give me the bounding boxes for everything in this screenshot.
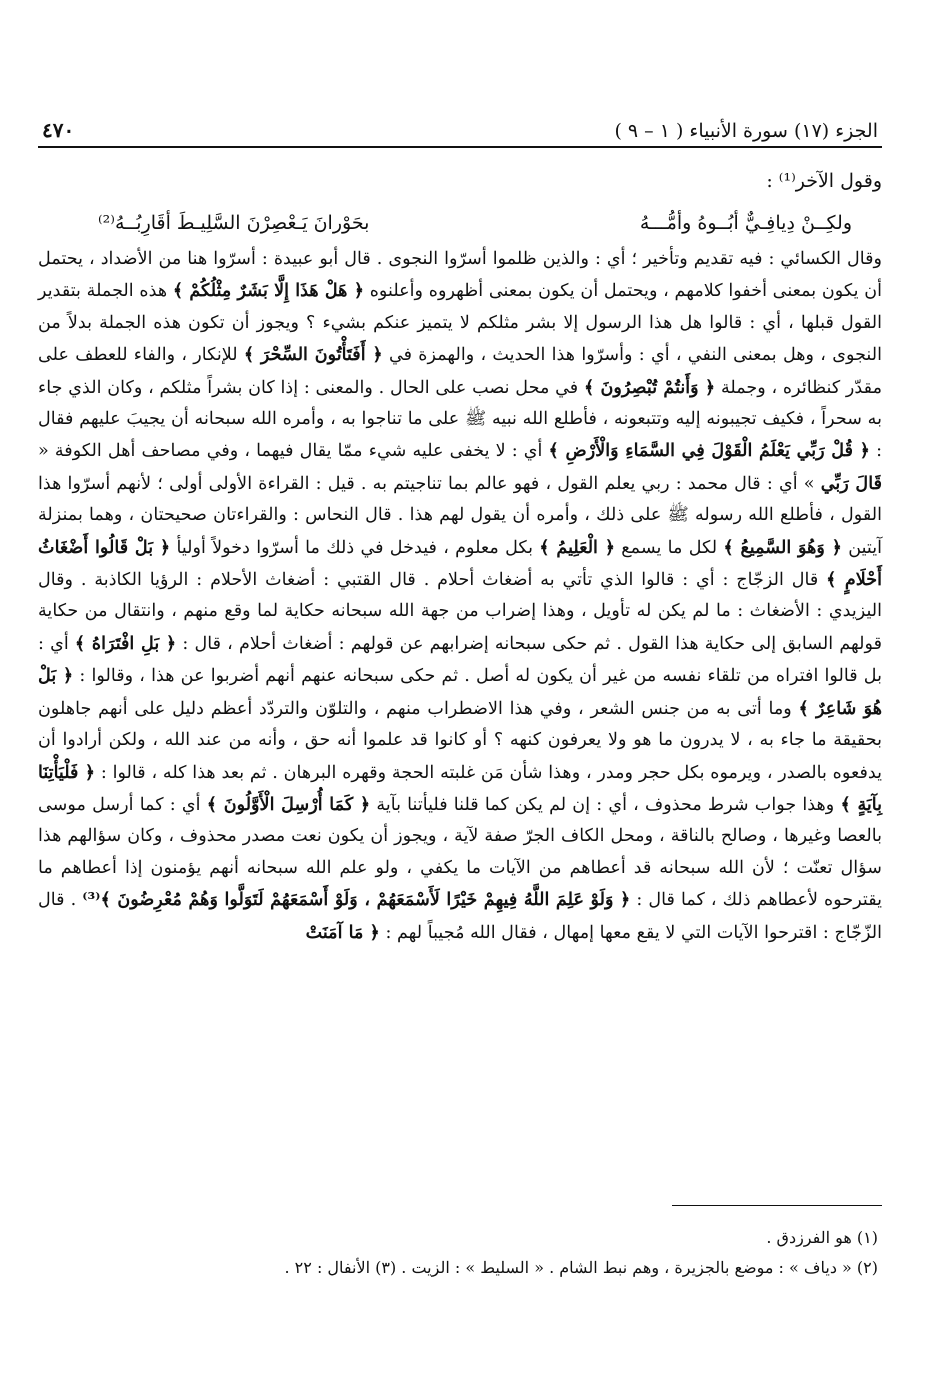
commentary-text: هذه الجملة بتقدير القول قبلها ، أي : قالوا هل هذا الرسول إلا بشر مثلكم لا يتميز عنكم بشيء ؟ ويجوز أن تكون هذه الجملة بدلاً من النجوى ، وهل بمعنى النفي ، أي : وأسرّوا هذا الحديث ، والهمزة في: [38, 281, 882, 366]
quran-quote: ﴿ الْعَلِيمُ ﴾: [539, 536, 616, 558]
quran-quote: قَالَ رَبِّي: [820, 472, 882, 494]
commentary-text: للإنكار ، والفاء للعطف على مقدّر كنظائره ، وجملة: [38, 345, 882, 398]
verse-hemistich-second: بحَوْرانَ يَـعْصِرْنَ السَّلِيـطَ أقَارِبُــهُ⁽²⁾: [98, 212, 370, 234]
quran-quote: ﴿ مَا آمَنَتْ: [305, 921, 380, 943]
running-header: [38, 108, 882, 148]
commentary-text: لكل ما يسمع: [621, 537, 718, 558]
commentary-text: أي : كما أرسل موسى بالعصا وغيرها ، وصالح بالناقة ، ومحل الكاف الجرّ صفة لآية ، ويجوز أن يكون نعت مصدر محذوف ، وكان سؤالهم هذا سؤال تعنّت ؛ لأن الله سبحانه قد أعطاهم من الآيات ما يكفي ، ولو علم الله سبحانه أنهم يؤمنون إذا أعطاهم ما يقترحوه لأعطاهم ذلك ، كما قال :: [38, 794, 883, 911]
commentary-text: وهذا جواب شرط محذوف ، أي : إن لم يكن كما قلنا فليأتنا بآية: [376, 794, 835, 815]
quran-quote: ﴿ أَفَتَأْتُونَ السِّحْرَ ﴾: [243, 344, 383, 366]
commentary-text: » أي : قال محمد : ربي يعلم القول ، فهو عالم بما تناجيتم به . قيل : القراءة الأولى أولى ؛ لأنهم أسرّوا هذا القول ، فأطلع الله رسوله ﷺ على ذلك ، وأمره أن يقول لهم هذا . قال النحاس : والقراءتان صحيحتان ، وهما بمنزلة آيتين: [38, 473, 883, 558]
poetry-intro: وقول الآخر⁽¹⁾ :: [766, 170, 882, 192]
quran-quote: ﴿ بَلْ هُوَ شَاعِرٌ ﴾: [38, 665, 882, 719]
footnote-divider: [672, 1205, 882, 1206]
commentary-text: أي : بل قالوا افتراه من تلقاء نفسه من غير أن يكون له أصل . ثم حكى سبحانه عنهم أنهم أضربوا عن هذا ، وقالوا :: [38, 633, 883, 687]
quran-quote: ﴿ وَلَوْ عَلِمَ اللَّهُ فِيهِمْ خَيْرًا لَأَسْمَعَهُمْ ، وَلَوْ أَسْمَعَهُمْ لَتَوَلَّوا وَهُمْ مُعْرِضُونَ ﴾⁽³⁾: [82, 889, 631, 911]
quran-quote: ﴿ فَلْيَأْتِنَا بِآيَةٍ ﴾: [38, 761, 883, 815]
quran-quote: ﴿ وَهُوَ السَّمِيعُ ﴾: [723, 536, 842, 558]
quran-quote: ﴿ بَلْ قَالُوا أَضْغَاثُ أَحْلَامٍ ﴾: [38, 536, 883, 591]
quran-quote: ﴿ وَأَنتُمْ تُبْصِرُونَ ﴾: [583, 376, 716, 398]
commentary-text: وما أتى به من جنس الشعر ، وفي هذا الاضطراب منهم ، والتلوّن والتردّد أعظم دليل على أنهم جاهلون بحقيقة ما جاء به ، لا يدرون ما هو ولا يعرفون كنهه ؟ أو كانوا قد علموا أنه حق ، وأنه من عند الله ، ولكن أرادوا أن يدفعوه بالصدر ، ويرموه بكل حجر ومدر ، وهذا شأن مَن غلبته الحجة وقهره البرهان . ثم بعد هذا كله ، قالوا :: [38, 698, 883, 783]
book-page: [38, 108, 883, 1277]
poetry-verse: [98, 206, 852, 240]
quran-quote: ﴿ قُلْ رَبِّي يَعْلَمُ الْقَوْلَ فِي السَّمَاءِ وَالْأَرْضِ ﴾: [548, 440, 870, 462]
verse-hemistich-first: ولكِــنْ دِيافِـيٌّ أبُــوهُ وأمُّـــهُ: [639, 212, 852, 234]
commentary-text: وقال الكسائي : فيه تقديم وتأخير ؛ أي : والذين ظلموا أسرّوا النجوى . قال أبو عبيدة : أسرّوا هنا من الأضداد ، يحتمل أن يكون بمعنى أخفوا كلامهم ، ويحتمل أن يكون بمعنى أظهروه وأعلنوه: [38, 249, 883, 302]
quran-quote: ﴿ كَمَا أُرْسِلَ الْأَوَّلُونَ ﴾: [206, 793, 371, 815]
commentary-text: في محل نصب على الحال . والمعنى : إذا كان بشراً مثلكم ، وكان الذي جاء به سحراً ، فكيف تجيبونه إليه وتتبعونه ، فأطلع الله نبيه ﷺ على ما تناجوا به ، وأمره الله سبحانه أن يجيبَ عليهم فقال :: [38, 377, 883, 462]
commentary-text: أي : لا يخفى عليه شيء ممّا يقال فيهما ، وفي مصاحف أهل الكوفة «: [38, 441, 543, 462]
commentary-text: . قال الزّجّاج : اقترحوا الآيات التي لا يقع معها إمهال ، فقال الله مُجيباً لهم :: [38, 890, 882, 943]
running-title: الجزء (١٧) سورة الأنبياء ( ١ – ٩ ): [614, 120, 878, 142]
commentary-text: بكل معلوم ، فيدخل في ذلك ما أسرّوا دخولاً أوليأ: [176, 537, 534, 558]
quran-quote: ﴿ هَلْ هَذَا إِلَّا بَشَرٌ مِثْلُكُمْ ﴾: [172, 280, 365, 302]
commentary-text: قال الزجّاج : أي : قالوا الذي تأتي به أضغاث أحلام . قال القتبي : أضغاث الأحلام : الرؤيا الكاذبة . وقال اليزيدي : الأضغاث : ما لم يكن له تأويل ، وهذا إضراب من جهة الله سبحانه حكاية لما وقع منهم ، وانتقال من حكاية قولهم السابق إلى حكاية هذا القول . ثم حكى سبحانه إضرابهم عن قولهم : أضغاث أحلام ، قال :: [38, 570, 883, 654]
page-number: ٤٧٠: [42, 118, 75, 142]
footnote-2: (٢) « دياف » : موضع بالجزيرة ، وهم نبط الشام . « السليط » : الزيت . (٣) الأنفال : ٢٢ .: [284, 1258, 878, 1277]
quran-quote: ﴿ بَلِ افْتَرَاهُ ﴾: [74, 632, 177, 654]
commentary-body: [38, 244, 882, 949]
footnotes: [38, 1223, 878, 1283]
footnote-1: (١) هو الفرزدق .: [766, 1228, 878, 1247]
